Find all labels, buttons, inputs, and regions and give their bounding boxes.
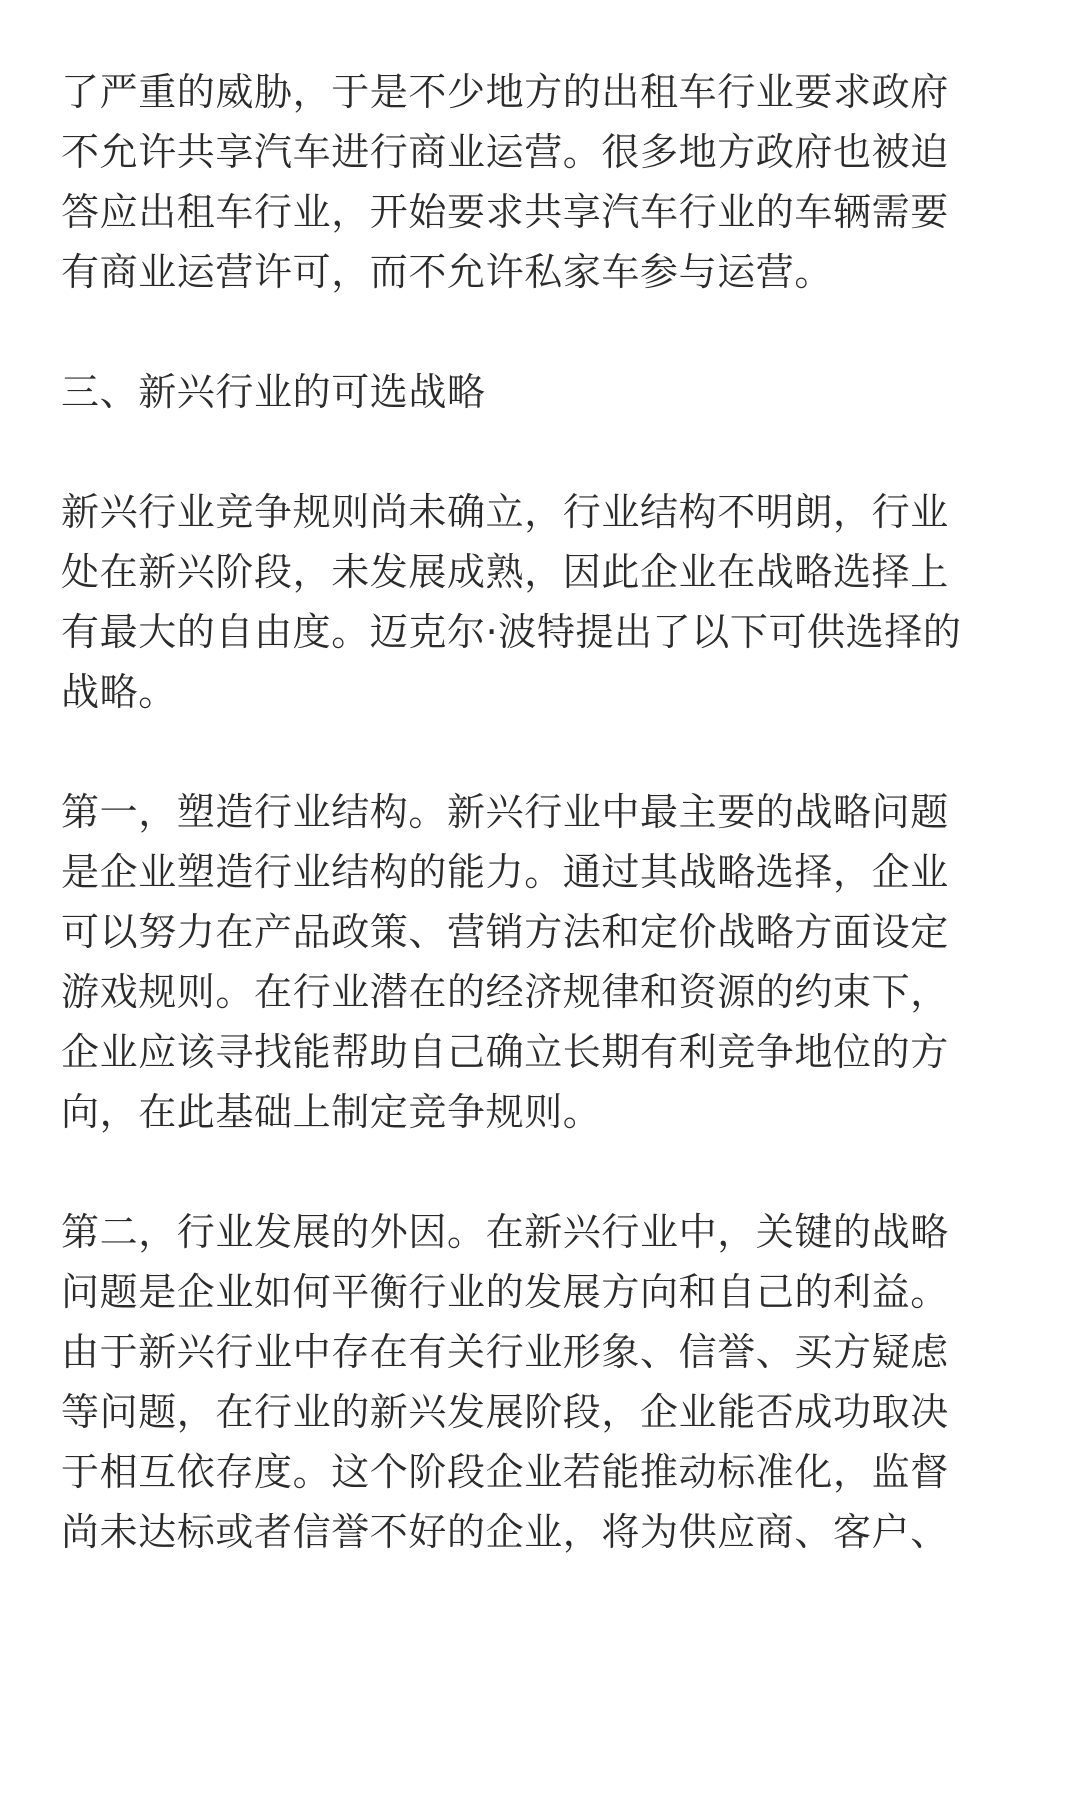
text-line: 不允许共享汽车进行商业运营。很多地方政府也被迫 bbox=[61, 130, 949, 174]
text-line: 新兴行业竞争规则尚未确立，行业结构不明朗，行业 bbox=[61, 490, 949, 534]
text-line: 于相互依存度。这个阶段企业若能推动标准化，监督 bbox=[61, 1450, 949, 1494]
text-line: 处在新兴阶段，未发展成熟，因此企业在战略选择上 bbox=[61, 550, 949, 594]
paragraph-strategy-two bbox=[61, 1202, 1020, 1562]
text-line: 向，在此基础上制定竞争规则。 bbox=[61, 1090, 602, 1134]
text-line: 答应出租车行业，开始要求共享汽车行业的车辆需要 bbox=[61, 190, 949, 234]
text-line: 了严重的威胁，于是不少地方的出租车行业要求政府 bbox=[61, 70, 949, 114]
paragraph-strategy-one bbox=[61, 782, 1020, 1142]
text-line: 游戏规则。在行业潜在的经济规律和资源的约束下， bbox=[61, 970, 949, 1014]
text-line: 由于新兴行业中存在有关行业形象、信誉、买方疑虑 bbox=[61, 1330, 949, 1374]
paragraph-taxi-regulation bbox=[61, 62, 1020, 302]
text-line: 等问题，在行业的新兴发展阶段，企业能否成功取决 bbox=[61, 1390, 949, 1434]
text-line: 是企业塑造行业结构的能力。通过其战略选择，企业 bbox=[61, 850, 949, 894]
text-line: 有最大的自由度。迈克尔·波特提出了以下可供选择的 bbox=[61, 610, 962, 654]
section-heading bbox=[61, 362, 1020, 422]
text-line: 第一，塑造行业结构。新兴行业中最主要的战略问题 bbox=[61, 790, 949, 834]
text-line: 企业应该寻找能帮助自己确立长期有利竞争地位的方 bbox=[61, 1030, 949, 1074]
text-line: 有商业运营许可，而不允许私家车参与运营。 bbox=[61, 250, 834, 294]
paragraph-intro-strategies bbox=[61, 482, 1020, 722]
text-line: 可以努力在产品政策、营销方法和定价战略方面设定 bbox=[61, 910, 949, 954]
text-line: 尚未达标或者信誉不好的企业，将为供应商、客户、 bbox=[61, 1510, 949, 1554]
text-line: 第二，行业发展的外因。在新兴行业中，关键的战略 bbox=[61, 1210, 949, 1254]
text-line: 问题是企业如何平衡行业的发展方向和自己的利益。 bbox=[61, 1270, 949, 1314]
section-heading-text: 三、新兴行业的可选战略 bbox=[61, 370, 486, 414]
text-line: 战略。 bbox=[61, 670, 177, 714]
